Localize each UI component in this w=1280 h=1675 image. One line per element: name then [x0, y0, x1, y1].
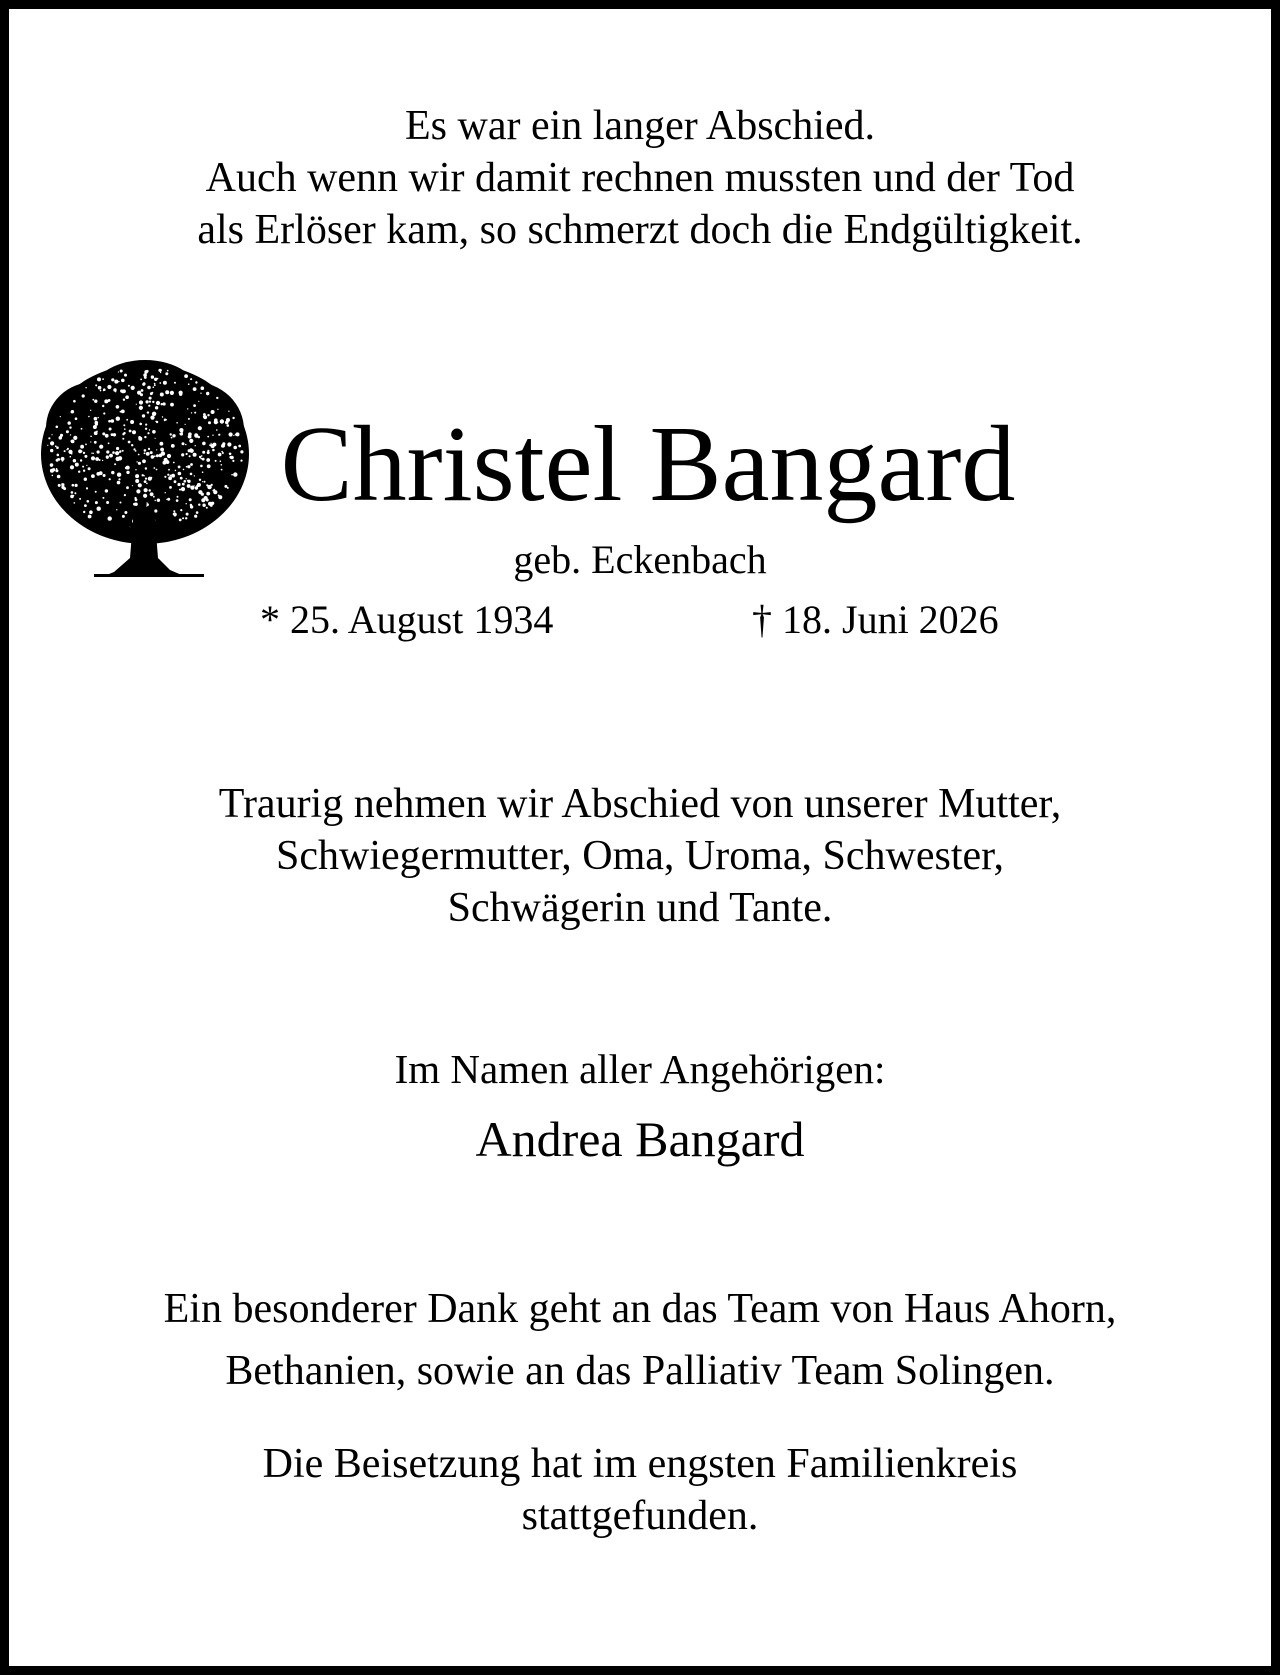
thanks-line-1: Ein besonderer Dank geht an das Team von Haus Ahorn, [163, 1286, 1117, 1332]
intro-text [0, 100, 1280, 256]
burial-line-2: stattgefunden. [521, 1493, 759, 1539]
burial-line-1: Die Beisetzung hat im engsten Familienkreis [262, 1441, 1018, 1487]
on-behalf-text: Im Namen aller Angehörigen: [394, 1046, 886, 1092]
intro-line-1: Es war ein langer Abschied. [404, 103, 876, 149]
mourning-line-2: Schwiegermutter, Oma, Uroma, Schwester, [276, 833, 1004, 879]
death-date: † 18. Juni 2026 [752, 597, 999, 642]
deceased-name: Christel Bangard [280, 405, 1016, 524]
thanks-line-2: Bethanien, sowie an das Palliativ Team Solingen. [225, 1348, 1055, 1394]
signer-name: Andrea Bangard [475, 1111, 805, 1167]
mourning-text [0, 778, 1280, 934]
intro-line-2: Auch wenn wir damit rechnen mussten und der Tod [205, 155, 1075, 201]
birth-date: * 25. August 1934 [260, 597, 554, 642]
maiden-name: geb. Eckenbach [513, 537, 767, 582]
intro-line-3: als Erlöser kam, so schmerzt doch die Endgültigkeit. [197, 207, 1083, 253]
burial-text [0, 1438, 1280, 1542]
mourning-line-1: Traurig nehmen wir Abschied von unserer Mutter, [218, 781, 1062, 827]
mourning-line-3: Schwägerin und Tante. [447, 885, 833, 931]
